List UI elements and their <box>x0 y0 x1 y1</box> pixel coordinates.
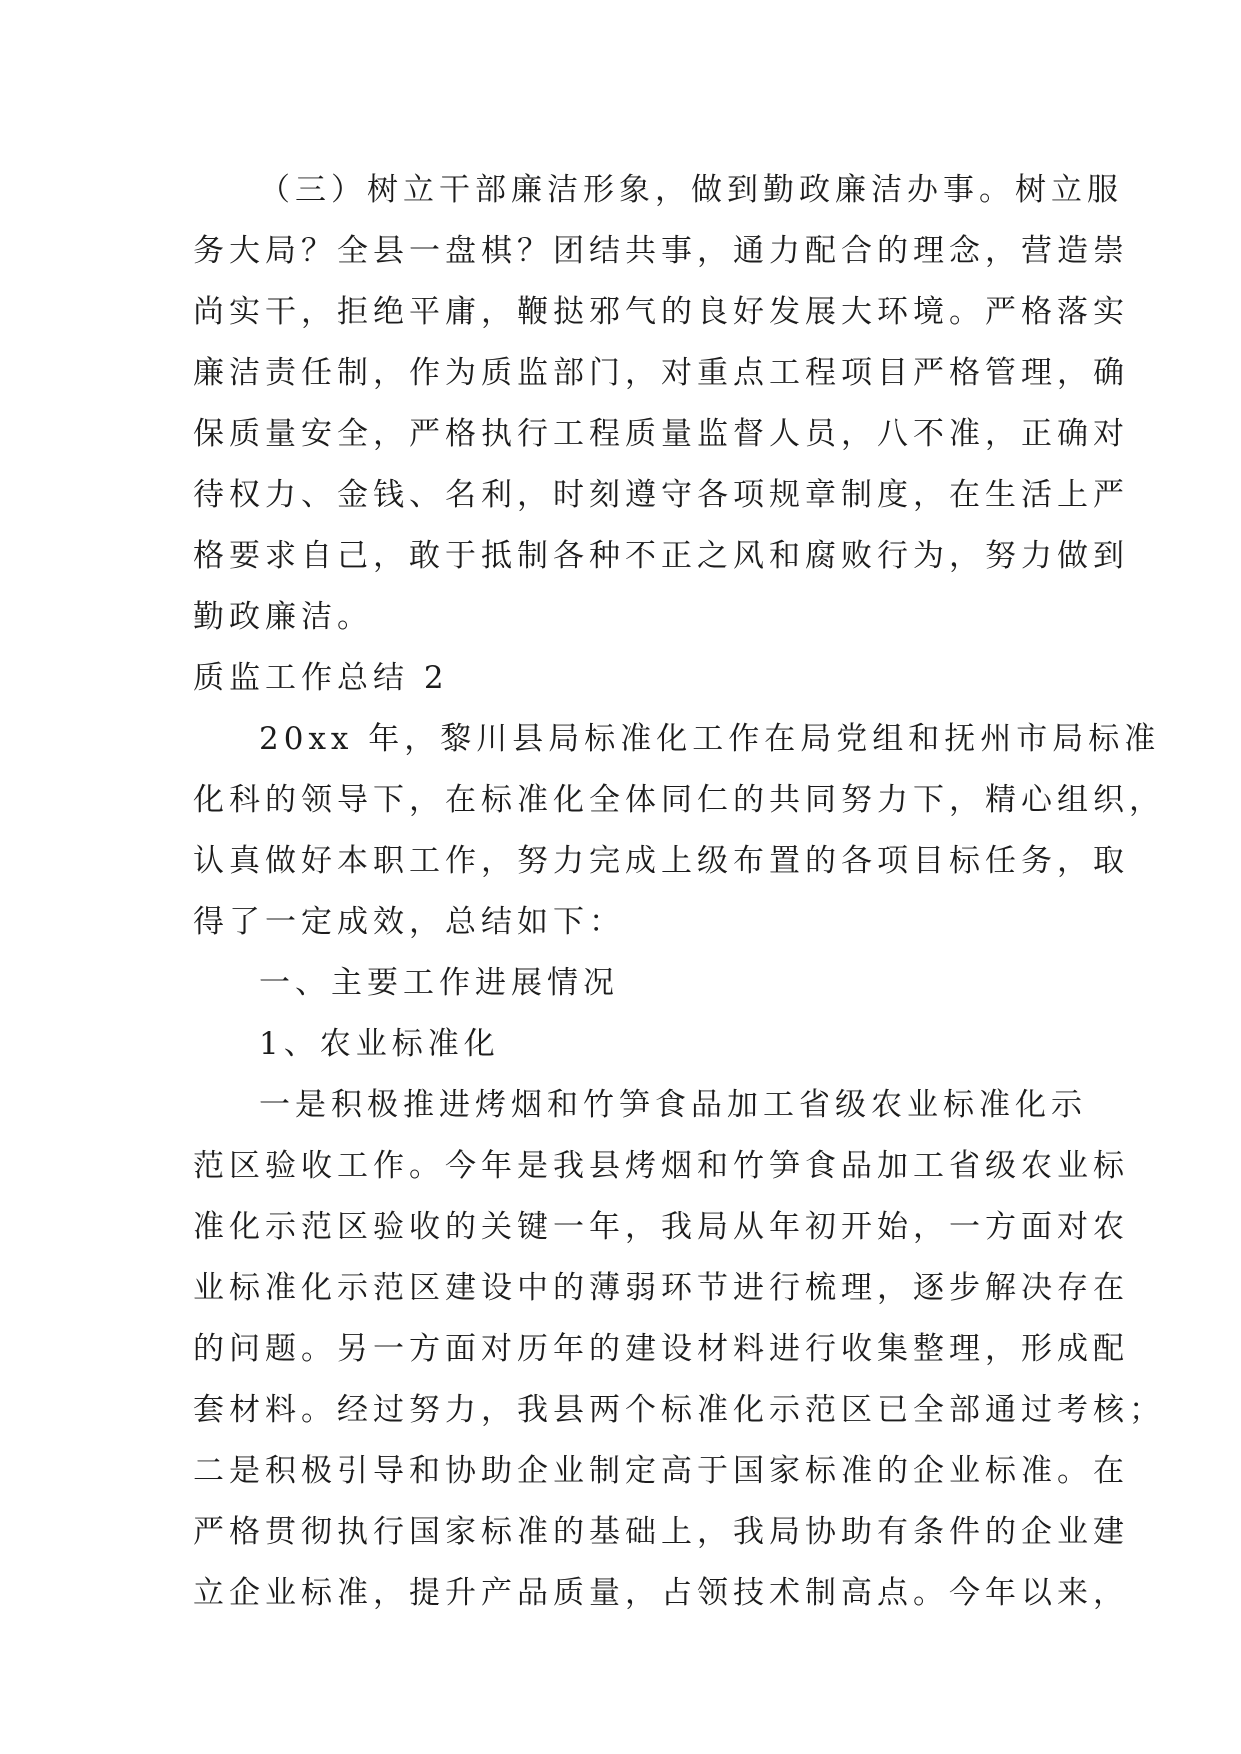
paragraph-line: 务大局？全县一盘棋？团结共事，通力配合的理念，营造崇 <box>193 233 1129 269</box>
paragraph-line: 20xx 年，黎川县局标准化工作在局党组和抚州市局标准 <box>259 721 1161 757</box>
paragraph-line: 准化示范区验收的关键一年，我局从年初开始，一方面对农 <box>193 1209 1129 1245</box>
section-title: 质监工作总结 2 <box>193 660 449 696</box>
paragraph-line: 严格贯彻执行国家标准的基础上，我局协助有条件的企业建 <box>193 1514 1129 1550</box>
paragraph-line: 范区验收工作。今年是我县烤烟和竹笋食品加工省级农业标 <box>193 1148 1129 1184</box>
paragraph-line: 立企业标准，提升产品质量，占领技术制高点。今年以来， <box>193 1575 1129 1611</box>
paragraph-line: （三）树立干部廉洁形象，做到勤政廉洁办事。树立服 <box>259 172 1123 208</box>
paragraph-line: 保质量安全，严格执行工程质量监督人员，八不准，正确对 <box>193 416 1129 452</box>
paragraph-line: 套材料。经过努力，我县两个标准化示范区已全部通过考核； <box>193 1392 1165 1428</box>
subheading-line: 1、农业标准化 <box>259 1026 500 1062</box>
paragraph-line: 化科的领导下，在标准化全体同仁的共同努力下，精心组织， <box>193 782 1165 818</box>
paragraph-line: 业标准化示范区建设中的薄弱环节进行梳理，逐步解决存在 <box>193 1270 1129 1306</box>
paragraph-line: 一是积极推进烤烟和竹笋食品加工省级农业标准化示 <box>259 1087 1087 1123</box>
paragraph-line: 廉洁责任制，作为质监部门，对重点工程项目严格管理，确 <box>193 355 1129 391</box>
paragraph-line: 得了一定成效，总结如下： <box>193 904 625 940</box>
paragraph-line: 的问题。另一方面对历年的建设材料进行收集整理，形成配 <box>193 1331 1129 1367</box>
paragraph-line: 尚实干，拒绝平庸，鞭挞邪气的良好发展大环境。严格落实 <box>193 294 1129 330</box>
paragraph-line: 勤政廉洁。 <box>193 599 373 635</box>
paragraph-line: 认真做好本职工作，努力完成上级布置的各项目标任务，取 <box>193 843 1129 879</box>
paragraph-line: 二是积极引导和协助企业制定高于国家标准的企业标准。在 <box>193 1453 1129 1489</box>
heading-line: 一、主要工作进展情况 <box>259 965 619 1001</box>
paragraph-line: 格要求自己，敢于抵制各种不正之风和腐败行为，努力做到 <box>193 538 1129 574</box>
paragraph-line: 待权力、金钱、名利，时刻遵守各项规章制度，在生活上严 <box>193 477 1129 513</box>
document-body <box>193 160 1165 1624</box>
